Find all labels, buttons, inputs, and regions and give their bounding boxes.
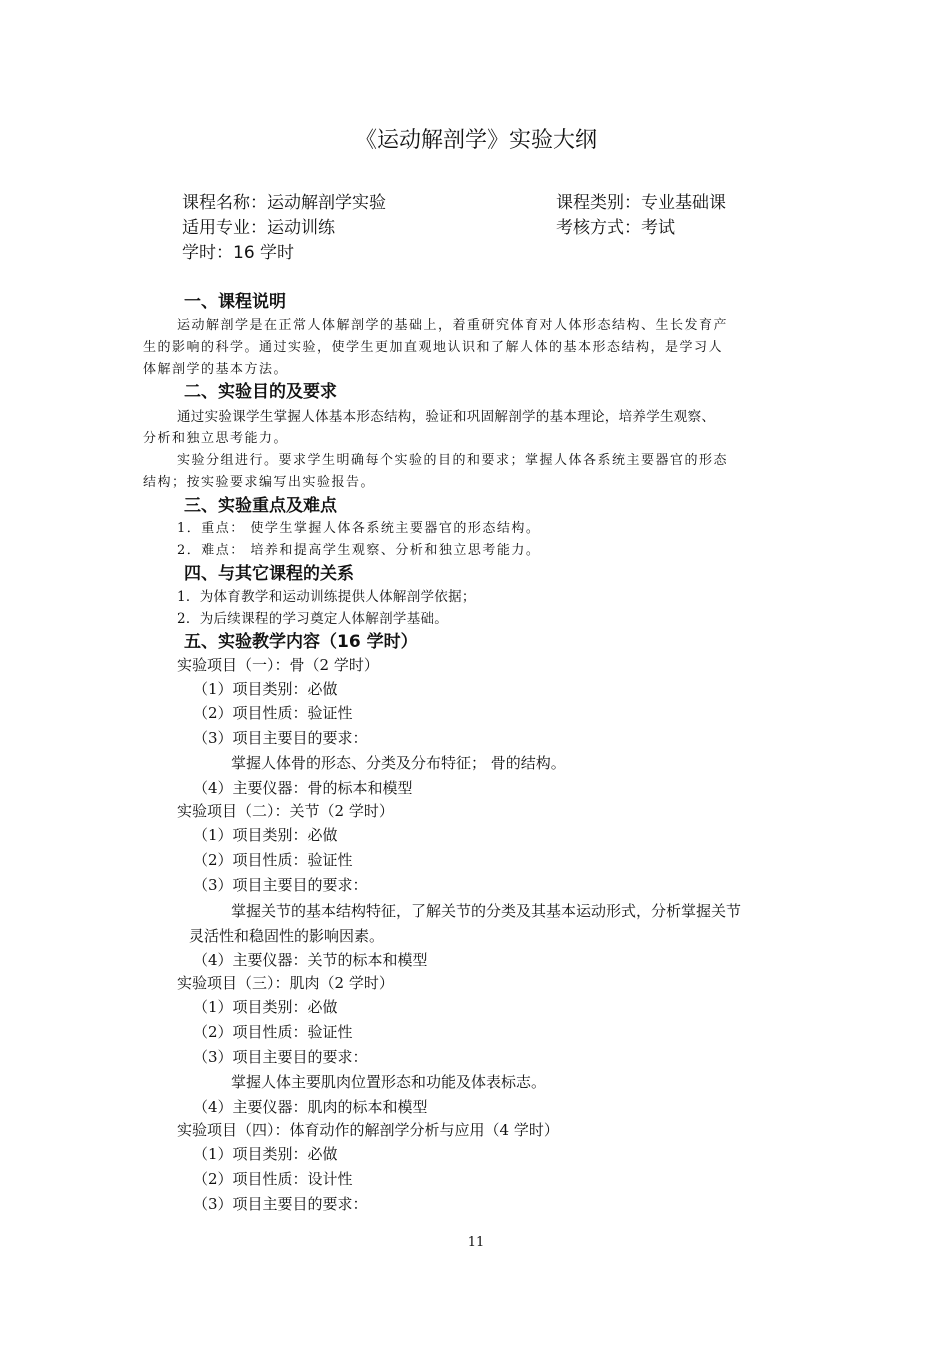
list-item: （1）项目类别：必做 bbox=[193, 998, 338, 1016]
list-item: （1）项目类别：必做 bbox=[193, 826, 338, 844]
paragraph-line: 分析和独立思考能力。 bbox=[143, 431, 289, 446]
list-item: （2）项目性质：验证性 bbox=[193, 704, 353, 722]
list-item: （3）项目主要目的要求： bbox=[193, 876, 368, 894]
course-type: 课程类别：专业基础课 bbox=[556, 193, 726, 213]
experiment-item-title: 实验项目（一）：骨（2 学时） bbox=[177, 656, 379, 674]
course-name: 课程名称：运动解剖学实验 bbox=[182, 193, 386, 213]
section-heading-1: 一、课程说明 bbox=[184, 292, 286, 312]
list-item-detail: 掌握人体主要肌肉位置形态和功能及体表标志。 bbox=[231, 1073, 547, 1091]
paragraph-line: 通过实验课学生掌握人体基本形态结构，验证和巩固解剖学的基本理论，培养学生观察、 bbox=[177, 409, 716, 425]
list-item: （1）项目类别：必做 bbox=[193, 680, 338, 698]
experiment-item-title: 实验项目（二）：关节（2 学时） bbox=[177, 802, 394, 820]
list-item: （2）项目性质：设计性 bbox=[193, 1170, 353, 1188]
section-heading-3: 三、实验重点及难点 bbox=[184, 496, 337, 516]
applicable-major: 适用专业：运动训练 bbox=[182, 218, 335, 238]
list-item-detail: 掌握关节的基本结构特征，了解关节的分类及其基本运动形式，分析掌握关节 bbox=[231, 902, 742, 920]
page-number: 11 bbox=[467, 1235, 485, 1250]
list-item-detail: 灵活性和稳固性的影响因素。 bbox=[189, 927, 385, 945]
list-item: （2）项目性质：验证性 bbox=[193, 851, 353, 869]
list-item: （4）主要仪器：骨的标本和模型 bbox=[193, 779, 413, 797]
list-item: （1）项目类别：必做 bbox=[193, 1145, 338, 1163]
document-title: 《运动解剖学》实验大纲 bbox=[354, 128, 597, 153]
paragraph-line: 体解剖学的基本方法。 bbox=[143, 362, 289, 377]
paragraph-line: 实验分组进行。要求学生明确每个实验的目的和要求；掌握人体各系统主要器官的形态 bbox=[177, 453, 729, 468]
list-item: （4）主要仪器：关节的标本和模型 bbox=[193, 951, 428, 969]
experiment-item-title: 实验项目（四）：体育动作的解剖学分析与应用（4 学时） bbox=[177, 1121, 559, 1139]
list-item-detail: 掌握人体骨的形态、分类及分布特征； 骨的结构。 bbox=[231, 754, 566, 772]
list-item: （3）项目主要目的要求： bbox=[193, 1195, 368, 1213]
list-item: （3）项目主要目的要求： bbox=[193, 1048, 368, 1066]
section-heading-2: 二、实验目的及要求 bbox=[184, 382, 337, 402]
list-item: （3）项目主要目的要求： bbox=[193, 729, 368, 747]
paragraph-line: 运动解剖学是在正常人体解剖学的基础上，着重研究体育对人体形态结构、生长发育产 bbox=[177, 318, 729, 333]
experiment-item-title: 实验项目（三）：肌肉（2 学时） bbox=[177, 974, 394, 992]
section-heading-5: 五、实验教学内容（16 学时） bbox=[184, 632, 418, 652]
difficult-point-line: 2．难点： 培养和提高学生观察、分析和独立思考能力。 bbox=[177, 543, 541, 558]
exam-method: 考核方式：考试 bbox=[556, 218, 675, 238]
paragraph-line: 结构；按实验要求编写出实验报告。 bbox=[143, 475, 376, 490]
list-item: （2）项目性质：验证性 bbox=[193, 1023, 353, 1041]
course-hours: 学时：16 学时 bbox=[182, 243, 295, 263]
paragraph-line: 生的影响的科学。通过实验，使学生更加直观地认识和了解人体的基本形态结构，是学习人 bbox=[143, 340, 724, 355]
paragraph-line: 1．为体育教学和运动训练提供人体解剖学依据； bbox=[177, 589, 476, 605]
paragraph-line: 2．为后续课程的学习奠定人体解剖学基础。 bbox=[177, 611, 449, 627]
list-item: （4）主要仪器：肌肉的标本和模型 bbox=[193, 1098, 428, 1116]
section-heading-4: 四、与其它课程的关系 bbox=[184, 564, 354, 584]
key-point-line: 1．重点： 使学生掌握人体各系统主要器官的形态结构。 bbox=[177, 521, 541, 536]
